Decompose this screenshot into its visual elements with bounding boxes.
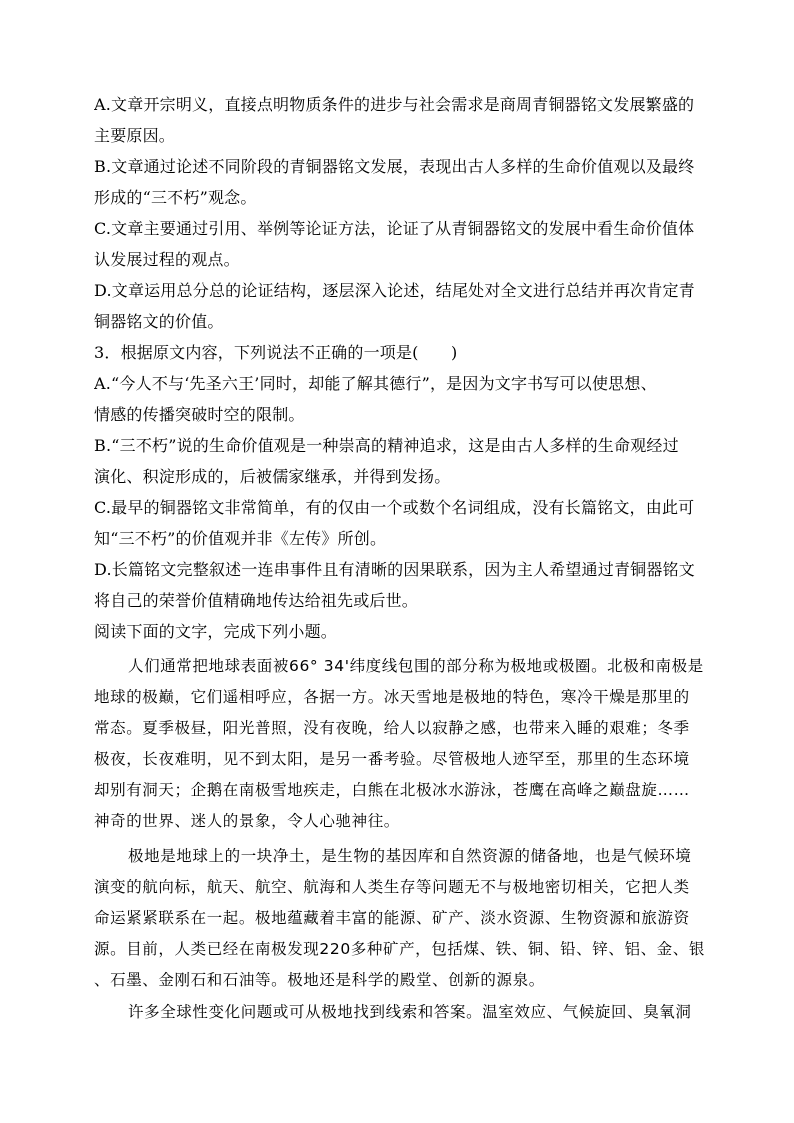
- q3-option-a-line1: A.“今人不与‘先圣六王’同时，却能了解其德行”，是因为文字书写可以使思想、: [94, 374, 657, 393]
- q2-option-d-line2: 铜器铭文的价值。: [94, 312, 224, 331]
- q3-option-d-line2: 将自己的荣誉价值精确地传达给祖先或后世。: [94, 591, 419, 610]
- reading-instruction: 阅读下面的文字，完成下列小题。: [94, 622, 338, 641]
- q3-stem: 3．根据原文内容，下列说法不正确的一项是( ): [94, 343, 458, 362]
- q2-option-a-line1: A.文章开宗明义，直接点明物质条件的进步与社会需求是商周青铜器铭文发展繁盛的: [94, 95, 695, 114]
- passage-p2-line4: 源。目前，人类已经在南极发现220多种矿产，包括煤、铁、铜、铅、锌、铝、金、银: [94, 940, 705, 958]
- passage-p1-line6: 神奇的世界、迷人的景象，令人心驰神往。: [94, 812, 400, 830]
- q3-option-c-line1: C.最早的铜器铭文非常简单，有的仅由一个或数个名词组成，没有长篇铭文，由此可: [94, 498, 695, 517]
- q3-option-d-line1: D.长篇铭文完整叙述一连串事件且有清晰的因果联系，因为主人希望通过青铜器铭文: [94, 560, 695, 579]
- passage-p2-line1: 极地是地球上的一块净土，是生物的基因库和自然资源的储备地，也是气候环境: [128, 847, 692, 865]
- passage-p1-line1: 人们通常把地球表面被66° 34'纬度线包围的部分称为极地或极圈。北极和南极是: [128, 657, 704, 675]
- q3-option-b-line1: B.“三不朽”说的生命价值观是一种崇高的精神追求，这是由古人多样的生命观经过: [94, 436, 679, 455]
- q2-option-c-line1: C.文章主要通过引用、举例等论证方法，论证了从青铜器铭文的发展中看生命价值体: [94, 219, 695, 238]
- passage-p3-line1: 许多全球性变化问题或可从极地找到线索和答案。温室效应、气候旋回、臭氧洞: [128, 1003, 692, 1021]
- passage-p2-line3: 命运紧紧联系在一起。极地蕴藏着丰富的能源、矿产、淡水资源、生物资源和旅游资: [94, 909, 690, 927]
- q3-option-b-line2: 演化、积淀形成的，后被儒家继承，并得到发扬。: [94, 467, 451, 486]
- passage-p1-line4: 极夜，长夜难明，见不到太阳，是另一番考验。尽管极地人迹罕至，那里的生态环境: [94, 750, 690, 768]
- q2-option-d-line1: D.文章运用总分总的论证结构，逐层深入论述，结尾处对全文进行总结并再次肯定青: [94, 281, 695, 300]
- passage-p2-line5: 、石墨、金刚石和石油等。极地还是科学的殿堂、创新的源泉。: [94, 971, 545, 989]
- q2-option-a-line2: 主要原因。: [94, 126, 176, 145]
- q3-option-c-line2: 知“三不朽”的价值观并非《左传》所创。: [94, 529, 387, 548]
- q2-option-b-line2: 形成的“三不朽”观念。: [94, 188, 257, 207]
- passage-p1-line2: 地球的极巅，它们遥相呼应，各据一方。冰天雪地是极地的特色，寒冷干燥是那里的: [94, 688, 690, 706]
- passage-p2-line2: 演变的航向标，航天、航空、航海和人类生存等问题无不与极地密切相关，它把人类: [94, 878, 690, 896]
- q3-option-a-line2: 情感的传播突破时空的限制。: [94, 405, 305, 424]
- passage-p1-line5: 却别有洞天；企鹅在南极雪地疾走，白熊在北极冰水游泳，苍鹰在高峰之巅盘旋……: [94, 781, 690, 799]
- q2-option-c-line2: 认发展过程的观点。: [94, 250, 240, 269]
- q2-option-b-line1: B.文章通过论述不同阶段的青铜器铭文发展，表现出古人多样的生命价值观以及最终: [94, 157, 695, 176]
- passage-p1-line3: 常态。夏季极昼，阳光普照，没有夜晚，给人以寂静之感，也带来入睡的艰难；冬季: [94, 719, 690, 737]
